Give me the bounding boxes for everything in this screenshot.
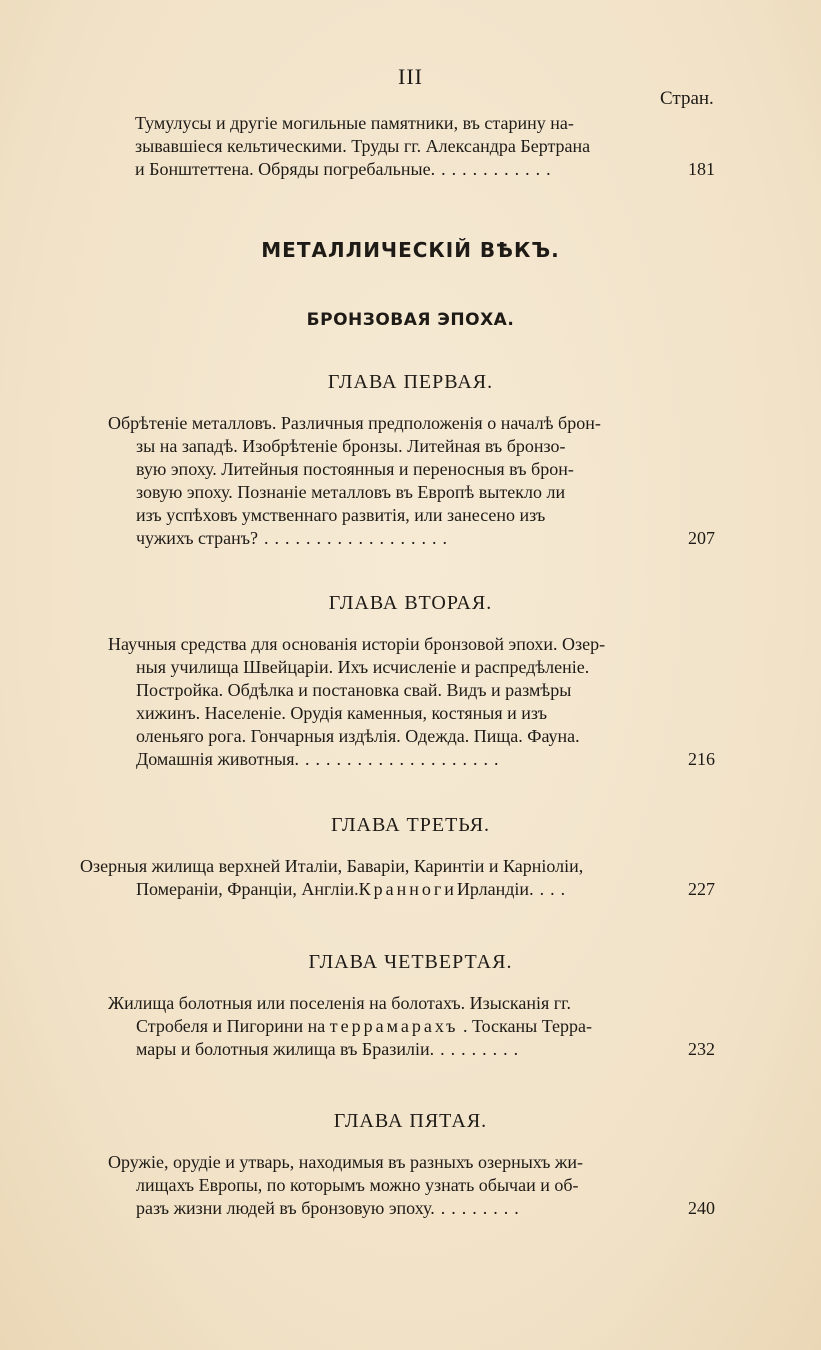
chapter-title-second: ГЛАВА ВТОРАЯ. (328, 592, 493, 614)
leader-dots: ........... (441, 159, 557, 179)
page-number[interactable]: 240 (688, 1198, 715, 1218)
entry-line: Озерныя жилища верхней Италіи, Баваріи, Каринтіи и Карніоліи, (80, 856, 584, 876)
emphasis-word: террамарахъ (329, 1016, 459, 1036)
leader-dots: ... (539, 879, 572, 899)
entry-line: зы на западѣ. Изобрѣтеніе бронзы. Литейная въ бронзо- (136, 436, 566, 456)
leader-dots: ........ (440, 1039, 525, 1059)
page-number[interactable]: 232 (688, 1039, 715, 1059)
entry-line-last: чужихъ странъ? .................. 207 (136, 528, 715, 548)
toc-entry-chapter-5 (108, 1151, 715, 1220)
entry-line-last: Домашнія животныя. ................... 216 (136, 749, 715, 769)
toc-entry-tumuli (135, 112, 715, 181)
entry-line: Обрѣтеніе металловъ. Различныя предположенія о началѣ брон- (108, 413, 601, 433)
entry-line: зовую эпоху. Познаніе металловъ въ Европѣ вытекло ли (136, 482, 566, 502)
entry-line: ныя училища Швейцаріи. Ихъ исчисленіе и распредѣленіе. (136, 657, 590, 677)
page-column-label: Стран. (660, 88, 714, 109)
page-number[interactable]: 207 (688, 528, 715, 548)
entry-line: лищахъ Европы, по которымъ можно узнать обычаи и об- (136, 1175, 579, 1195)
chapter-title-fifth: ГЛАВА ПЯТАЯ. (333, 1110, 488, 1132)
entry-line: Научныя средства для основанія исторіи бронзовой эпохи. Озер- (108, 634, 606, 654)
entry-line: Жилища болотныя или поселенія на болотахъ. Изысканія гг. (108, 993, 571, 1013)
page-number[interactable]: 227 (688, 879, 715, 899)
entry-line-last: мары и болотныя жилища въ Бразиліи. ........ 232 (136, 1039, 715, 1059)
entry-line: хижинъ. Населеніе. Орудія каменныя, костяныя и изъ (136, 703, 548, 723)
chapter-title-fourth: ГЛАВА ЧЕТВЕРТАЯ. (308, 951, 513, 973)
leader-dots: ................... (305, 749, 505, 769)
page-number[interactable]: 181 (688, 159, 715, 179)
entry-line: зывавшіеся кельтическими. Труды гг. Александра Бертрана (135, 136, 591, 156)
entry-line: вую эпоху. Литейныя постоянныя и переносныя въ брон- (136, 459, 574, 479)
chapter-title-first: ГЛАВА ПЕРВАЯ. (327, 371, 494, 393)
entry-line: Стробеля и Пигорини на террамарахъ . Тосканы Терра- (136, 1016, 593, 1036)
toc-entry-chapter-3 (80, 855, 715, 901)
entry-line: Тумулусы и другіе могильные памятники, въ старину на- (135, 113, 574, 133)
toc-entry-chapter-1 (108, 412, 715, 550)
entry-line-last: Помераніи, Франціи, Англіи. Кранноги Ирландіи. ... 227 (136, 879, 715, 899)
page-number[interactable]: 216 (688, 749, 715, 769)
entry-line-last: разъ жизни людей въ бронзовую эпоху. ........ 240 (136, 1198, 715, 1218)
entry-line: оленьяго рога. Гончарныя издѣлія. Одежда. Пища. Фауна. (136, 726, 580, 746)
page-roman-numeral: III (398, 64, 423, 89)
toc-entry-chapter-2 (108, 633, 715, 771)
toc-entry-chapter-4 (108, 992, 715, 1061)
section-title-metal-age: МЕТАЛЛИЧЕСКІЙ ВѢКЪ. (261, 238, 560, 262)
emphasis-word: Кранноги (358, 879, 457, 899)
leader-dots: .................. (264, 528, 454, 548)
entry-line: Оружіе, орудіе и утварь, находимыя въ разныхъ озерныхъ жи- (108, 1152, 583, 1172)
section-title-bronze-epoch: БРОНЗОВАЯ ЭПОХА. (306, 310, 515, 330)
entry-line-last: и Бонштеттена. Обряды погребальные. ........... 181 (135, 159, 715, 179)
chapter-title-third: ГЛАВА ТРЕТЬЯ. (330, 814, 491, 836)
leader-dots: ........ (440, 1198, 525, 1218)
entry-line: Постройка. Обдѣлка и постановка свай. Видъ и размѣры (136, 680, 572, 700)
entry-line: изъ успѣховъ умственнаго развитія, или занесено изъ (136, 505, 546, 525)
